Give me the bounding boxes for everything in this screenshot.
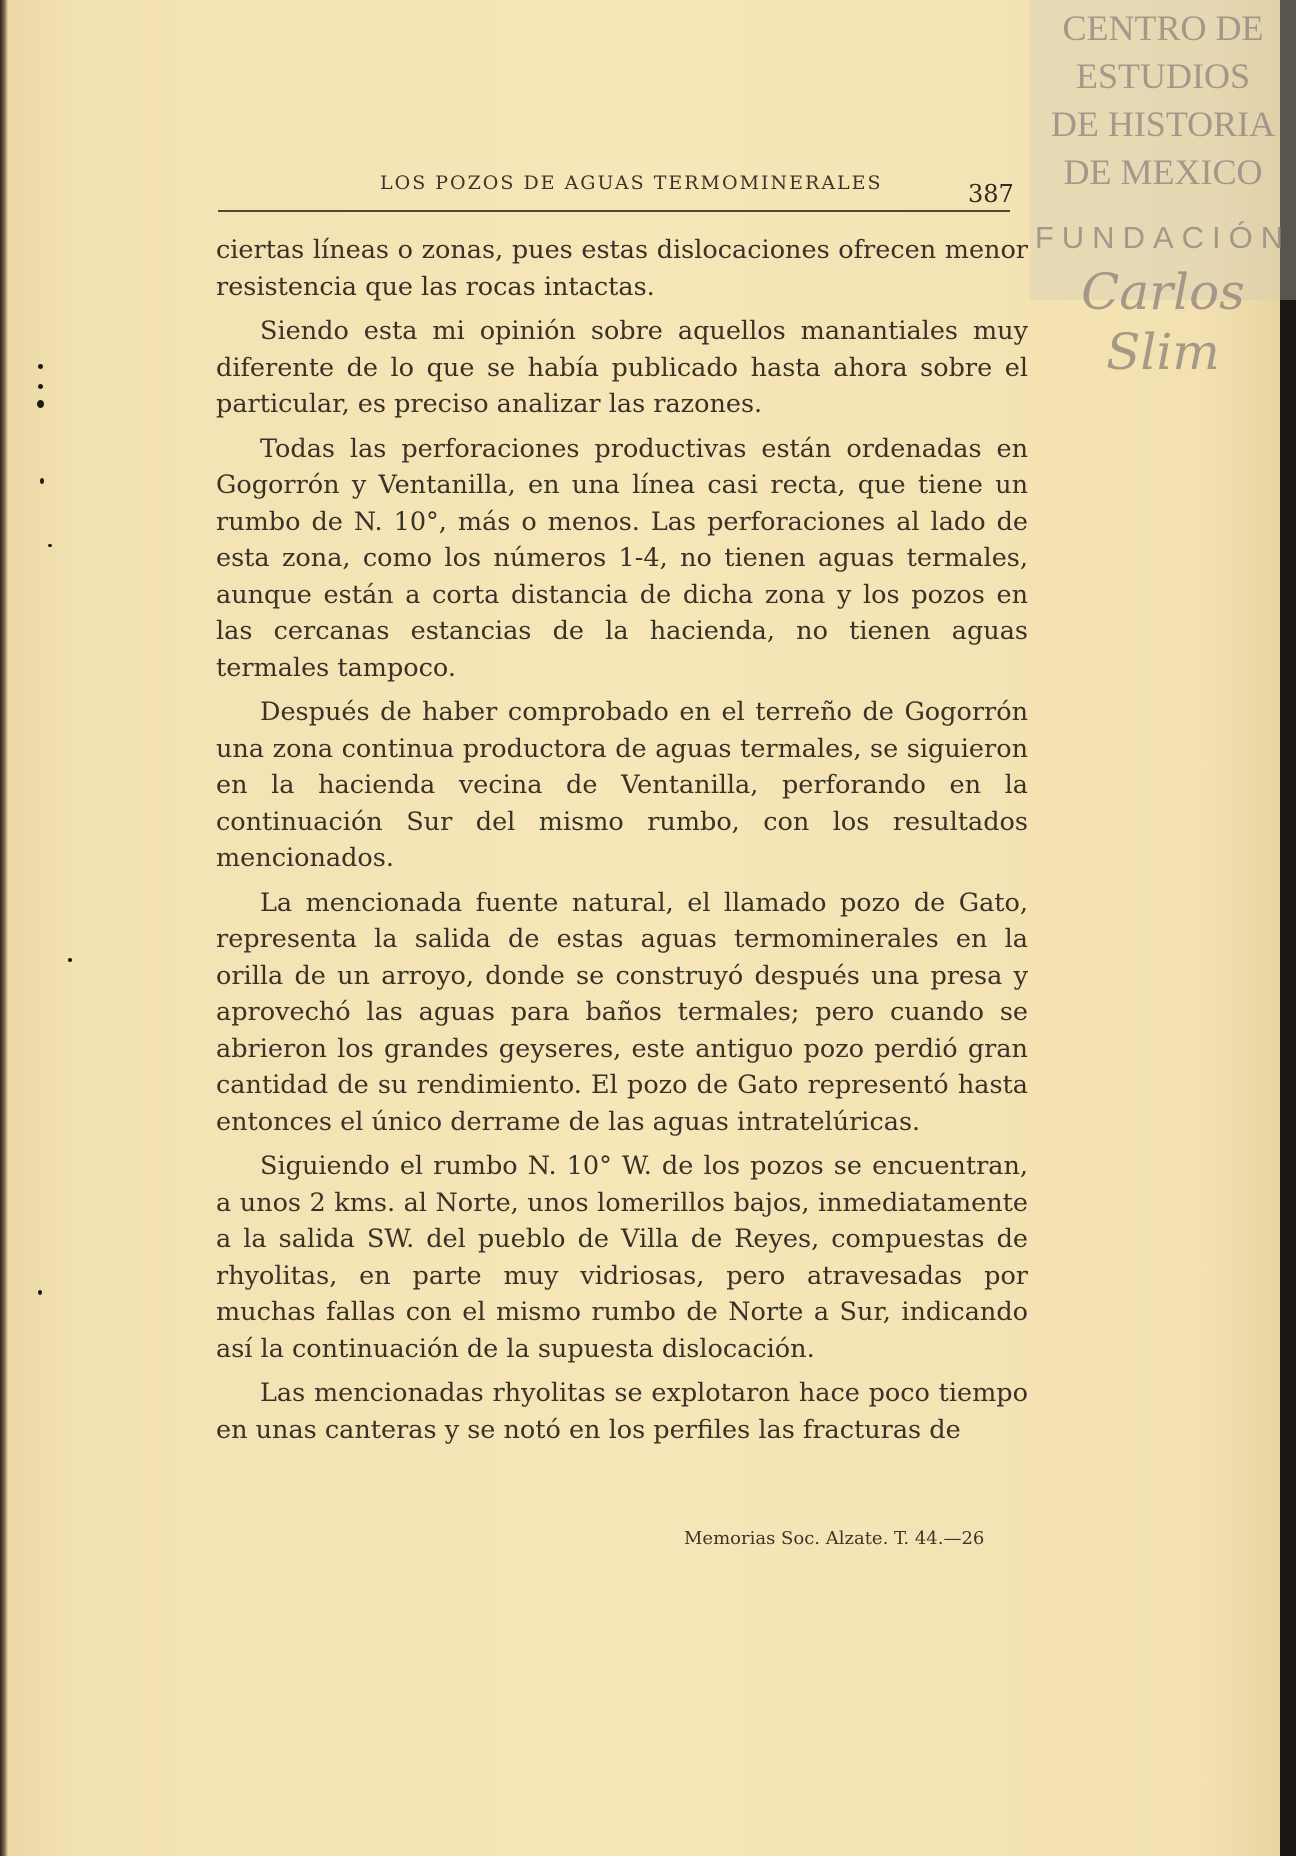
watermark-line-3: DE HISTORIA (1050, 104, 1276, 144)
paragraph-2: Siendo esta mi opinión sobre aquellos manantiales muy diferente de lo que se había publicado hasta ahora sobre el particular, es preciso analizar las razones. (216, 316, 1028, 419)
running-title: LOS POZOS DE AGUAS TERMOMINERALES (380, 172, 883, 194)
printer-signature: Memorias Soc. Alzate. T. 44.—26 (684, 1528, 985, 1549)
paragraph-4: Después de haber comprobado en el terreño de Gogorrón una zona continua productora de aguas termales, se siguieron en la hacienda vecina de Ventanilla, perforando en la continuación Sur del mismo rumbo, con los resultados mencionados. (216, 697, 1028, 873)
ink-speck (40, 478, 44, 484)
body-text (216, 232, 1028, 1456)
watermark-fundacion: FUNDACIÓN (1034, 220, 1292, 255)
ink-speck (38, 384, 43, 389)
paragraph-5: La mencionada fuente natural, el llamado pozo de Gato, representa la salida de estas aguas termominerales en la orilla de un arroyo, donde se construyó después una presa y aprovechó las aguas para baños termales; pero cuando se abrieron los grandes geyseres, este antiguo pozo perdió gran cantidad de su rendimiento. El pozo de Gato representó hasta entonces el único derrame de las aguas intratelúricas. (216, 887, 1028, 1137)
header-rule (218, 210, 1010, 212)
paragraph-3: Todas las perforaciones productivas están ordenadas en Gogorrón y Ventanilla, en una línea casi recta, que tiene un rumbo de N. 10°, más o menos. Las perforaciones al lado de esta zona, como los números 1-4, no tienen aguas termales, aunque están a corta distancia de dicha zona y los pozos en las cercanas estancias de la hacienda, no tienen aguas termales tampoco. (216, 433, 1028, 683)
watermark-line-2: ESTUDIOS (1075, 56, 1250, 96)
paragraph-7: Las mencionadas rhyolitas se explotaron hace poco tiempo en unas canteras y se notó en los perfiles las fracturas de (216, 1378, 1028, 1445)
page-number: 387 (968, 180, 1014, 208)
page-left-edge (0, 0, 8, 1856)
ink-speck (48, 544, 52, 547)
watermark-signature: Carlos Slim (1081, 263, 1245, 381)
ink-speck (68, 958, 72, 962)
ink-speck (38, 1290, 42, 1295)
watermark-line-1: CENTRO DE (1062, 8, 1264, 48)
ink-speck (38, 364, 43, 369)
ink-speck (37, 400, 44, 408)
watermark (1030, 0, 1296, 381)
watermark-line-4: DE MEXICO (1063, 152, 1263, 192)
paragraph-6: Siguiendo el rumbo N. 10° W. de los pozos se encuentran, a unos 2 kms. al Norte, unos lomerillos bajos, inmediatamente a la salida SW. del pueblo de Villa de Reyes, compuestas de rhyolitas, en parte muy vidriosas, pero atravesadas por muchas fallas con el mismo rumbo de Norte a Sur, indicando así la continuación de la supuesta dislocación. (216, 1151, 1028, 1364)
paragraph-1: ciertas líneas o zonas, pues estas dislocaciones ofrecen menor resistencia que las rocas intactas. (216, 235, 1028, 302)
